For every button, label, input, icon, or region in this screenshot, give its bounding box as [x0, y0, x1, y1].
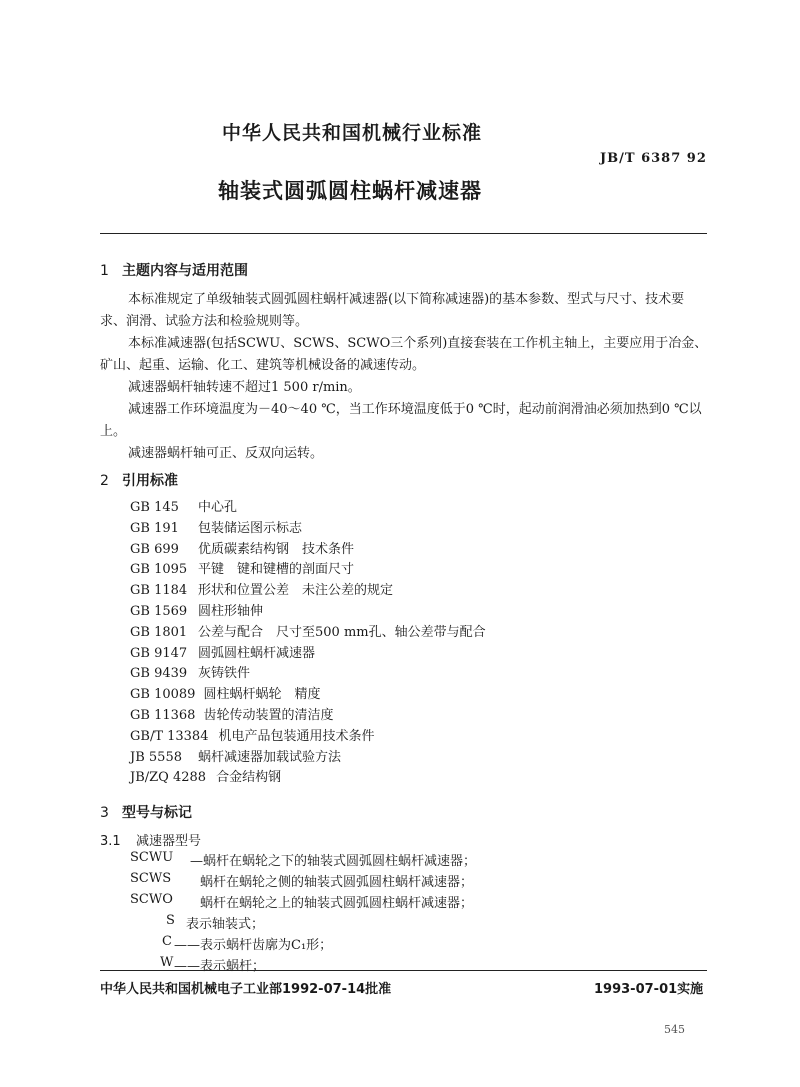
paragraph-line: 减速器蜗杆轴可正、反双向运转。: [128, 446, 324, 461]
reference-title: 机电产品包装通用技术条件: [218, 728, 375, 744]
letter-code: W: [160, 955, 174, 970]
reference-code: GB 9439: [130, 666, 188, 682]
reference-standard-item: [130, 517, 302, 536]
paragraph-line: 上。: [100, 424, 127, 439]
reference-title: 圆柱形轴伸: [198, 604, 264, 619]
model-code: SCWS: [130, 871, 172, 886]
model-description: 蜗杆在蜗轮之上的轴装式圆弧圆柱蜗杆减速器；: [200, 896, 474, 911]
paragraph-line: 减速器工作环境温度为－40～40 ℃，当工作环境温度低于0 ℃时，起动前润滑油必须加热到0 ℃以: [128, 402, 702, 417]
letter-description: ——表示蜗杆；: [174, 959, 266, 974]
subsection-number: 3.1: [100, 834, 121, 849]
implementation-date: 1993-07-01实施: [594, 982, 704, 997]
reference-title: 灰铸铁件: [198, 666, 251, 682]
reference-code: GB 1095: [130, 562, 188, 578]
reference-code: GB 11368: [130, 708, 196, 723]
reference-standard-item: [130, 621, 486, 640]
reference-code: GB 1184: [130, 583, 188, 599]
reference-title: 平键 键和键槽的剖面尺寸: [198, 562, 355, 578]
section-number: 2: [100, 473, 109, 489]
reference-title: 中心孔: [198, 500, 238, 515]
reference-code: JB 5558: [130, 749, 182, 765]
reference-standard-item: [130, 766, 281, 785]
industry-standard-header: 中华人民共和国机械行业标准: [222, 122, 483, 144]
section-title: 型号与标记: [122, 805, 192, 821]
subsection-title: 减速器型号: [136, 834, 202, 849]
reference-title: 齿轮传动装置的清洁度: [203, 708, 334, 723]
letter-description: 表示轴装式；: [186, 917, 265, 932]
reference-standard-item: [130, 579, 393, 598]
reference-standard-item: [130, 746, 341, 765]
bottom-divider: [100, 970, 707, 971]
reference-code: GB 699: [130, 541, 179, 557]
reference-standard-item: [130, 558, 354, 577]
model-code: SCWO: [130, 892, 173, 907]
section-number: 1: [100, 263, 109, 279]
model-code: SCWU: [130, 850, 174, 865]
reference-standard-item: [130, 600, 263, 619]
reference-standard-item: [130, 704, 333, 723]
section-title: 引用标准: [122, 473, 178, 489]
reference-title: 包装储运图示标志: [198, 520, 303, 536]
paragraph-line: 矿山、起重、运输、化工、建筑等机械设备的减速传动。: [100, 358, 426, 373]
reference-code: GB 10089: [130, 687, 196, 703]
section-title: 主题内容与适用范围: [122, 263, 248, 279]
letter-code: C: [162, 934, 172, 949]
standard-number: JB/T 6387 92: [600, 151, 707, 166]
section-1-heading: [100, 260, 248, 280]
paragraph-line: 求、润滑、试验方法和检验规则等。: [100, 314, 309, 329]
reference-code: GB 9147: [130, 645, 188, 661]
reference-standard-item: [130, 496, 237, 515]
reference-code: GB/T 13384: [130, 728, 209, 744]
reference-title: 公差与配合 尺寸至500 mm孔、轴公差带与配合: [198, 624, 486, 640]
reference-title: 圆弧圆柱蜗杆减速器: [198, 645, 316, 661]
reference-code: GB 1569: [130, 604, 188, 619]
reference-standard-item: [130, 725, 375, 744]
top-divider: [100, 233, 707, 234]
reference-title: 合金结构钢: [216, 770, 282, 786]
letter-code: S: [166, 913, 175, 928]
reference-code: GB 1801: [130, 624, 188, 640]
reference-code: GB 191: [130, 520, 179, 536]
model-description: —蜗杆在蜗轮之下的轴装式圆弧圆柱蜗杆减速器；: [190, 854, 477, 869]
paragraph-line: 本标准规定了单级轴装式圆弧圆柱蜗杆减速器(以下简称减速器)的基本参数、型式与尺寸、技术要: [128, 292, 685, 307]
document-title: 轴装式圆弧圆柱蜗杆减速器: [218, 179, 482, 203]
reference-code: JB/ZQ 4288: [130, 770, 207, 786]
approval-statement: 中华人民共和国机械电子工业部1992-07-14批准: [100, 982, 392, 997]
reference-title: 优质碳素结构钢 技术条件: [198, 541, 355, 557]
reference-standard-item: [130, 642, 315, 661]
reference-title: 圆柱蜗杆蜗轮 精度: [203, 687, 321, 703]
section-2-heading: [100, 470, 178, 490]
section-3-heading: [100, 802, 192, 822]
letter-description: ——表示蜗杆齿廓为C₁形；: [174, 938, 333, 953]
reference-code: GB 145: [130, 500, 179, 515]
reference-standard-item: [130, 538, 354, 557]
section-number: 3: [100, 805, 109, 821]
reference-standard-item: [130, 683, 320, 702]
paragraph-line: 减速器蜗杆轴转速不超过1 500 r/min。: [128, 380, 361, 395]
page-number: 545: [664, 1023, 685, 1036]
reference-standard-item: [130, 662, 250, 681]
reference-title: 蜗杆减速器加载试验方法: [198, 749, 342, 765]
reference-title: 形状和位置公差 未注公差的规定: [198, 583, 394, 599]
model-description: 蜗杆在蜗轮之侧的轴装式圆弧圆柱蜗杆减速器；: [200, 875, 474, 890]
subsection-3-1-heading: [100, 830, 201, 849]
paragraph-line: 本标准减速器(包括SCWU、SCWS、SCWO三个系列)直接套装在工作机主轴上，主要应用于冶金、: [128, 336, 708, 351]
